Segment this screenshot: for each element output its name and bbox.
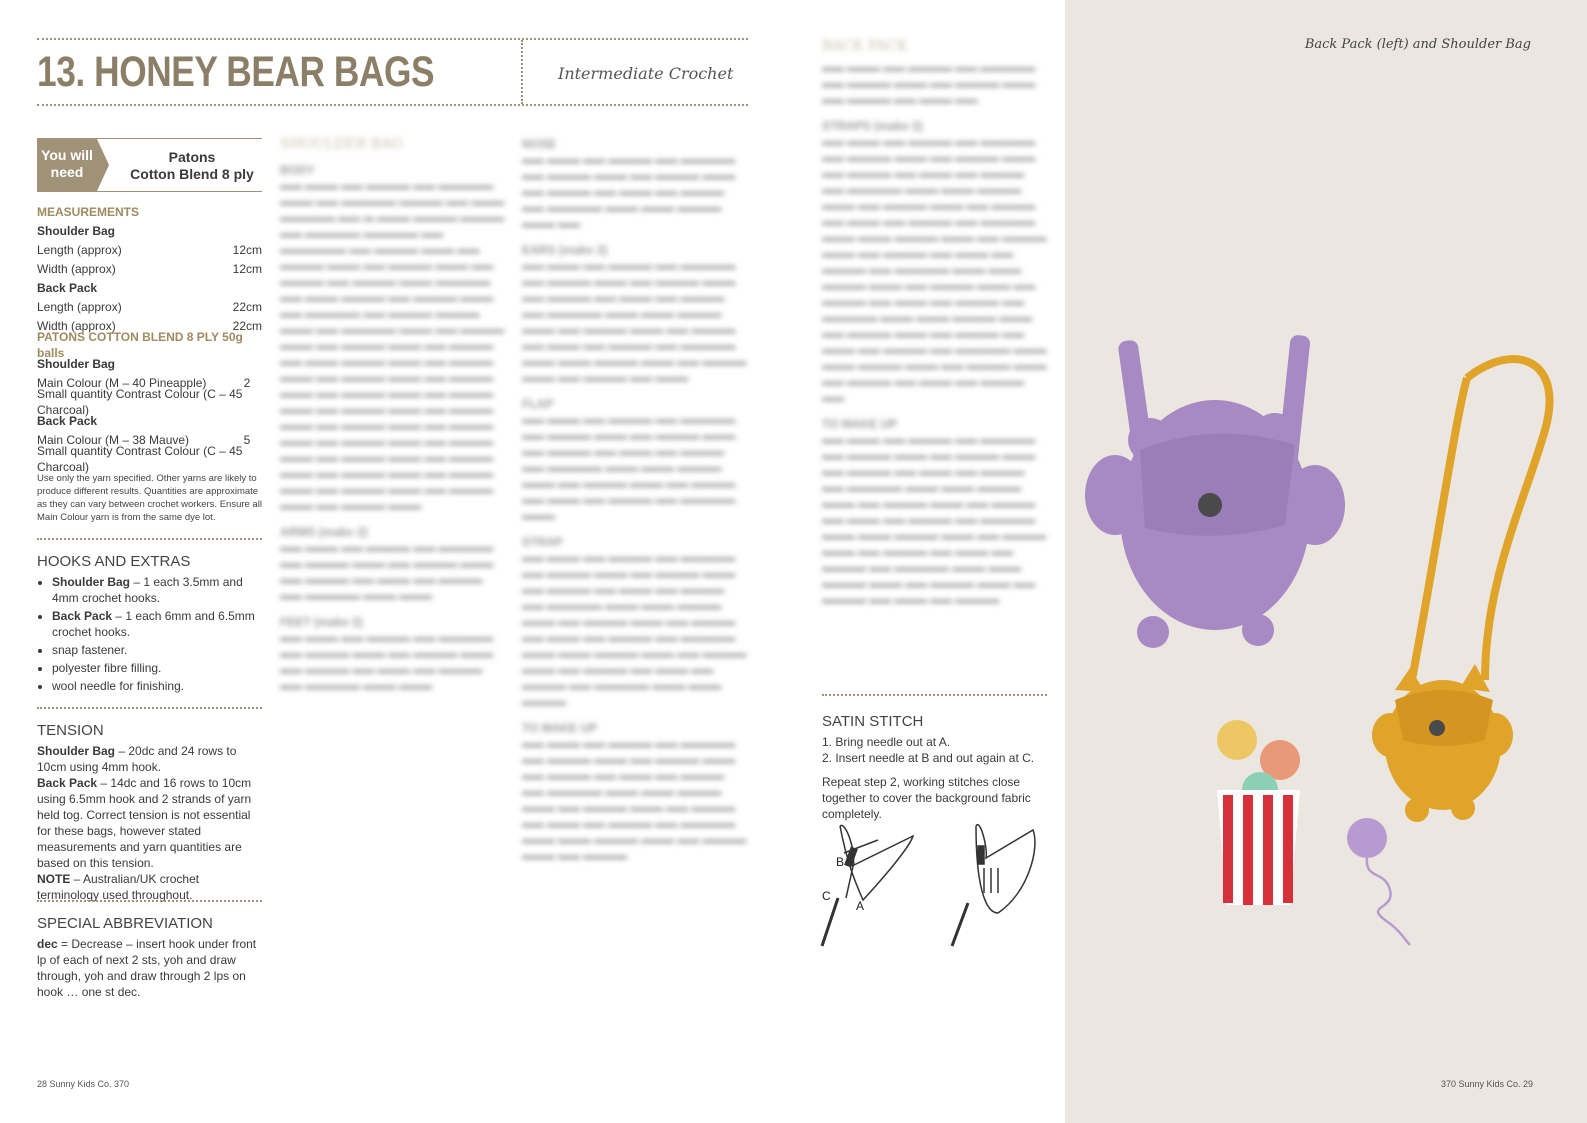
tension-shoulder: Shoulder Bag – 20dc and 24 rows to 10cm using 4mm hook.: [37, 744, 237, 774]
brand-product: Cotton Blend 8 ply: [130, 166, 254, 182]
backpack-nose: [1198, 493, 1222, 517]
measure-value: 22cm: [232, 299, 262, 314]
measure-row: [37, 240, 262, 259]
label-b: B: [836, 855, 845, 869]
divider: [822, 694, 1047, 696]
abbreviation-heading: SPECIAL ABBREVIATION: [37, 915, 213, 932]
measure-value: 12cm: [232, 261, 262, 276]
backpack-flap: [1140, 434, 1295, 536]
hooks-item: • Back Pack – 1 each 6mm and 6.5mm crochet hooks.: [52, 608, 262, 640]
yarn-heading: PATONS COTTON BLEND 8 PLY 50g balls: [37, 329, 243, 360]
section-heading: SHOULDER BAG: [280, 136, 403, 152]
badge-arrow: [97, 139, 109, 191]
yarn-main: Main Colour (M – 38 Mauve): [37, 432, 190, 447]
measure-name: Length (approx): [37, 242, 122, 257]
instruction-text: ▬▬ ▬▬▬ ▬▬ ▬▬▬▬ ▬▬ ▬▬▬▬▬ ▬▬ ▬▬▬▬ ▬▬▬ ▬▬ ▬▬▬▬ ▬▬▬ ▬▬ ▬▬▬▬ ▬▬ ▬▬▬ ▬▬: [822, 62, 1036, 106]
yarn-main: Main Colour (M – 40 Pineapple): [37, 375, 207, 390]
needle-shaft-2: [952, 903, 968, 946]
photo-caption: Back Pack (left) and Shoulder Bag: [1304, 37, 1531, 52]
brand-name: Patons: [168, 149, 216, 165]
hooks-item: • Shoulder Bag – 1 each 3.5mm and 4mm crochet hooks.: [52, 574, 262, 606]
subsection-heading: FLAP: [522, 397, 554, 411]
leaf-outline-2: [976, 825, 1035, 913]
header-divider: [521, 40, 523, 104]
diagram-step-2: [952, 825, 1035, 946]
hooks-item: • polyester fibre filling.: [52, 660, 262, 676]
hooks-item: • snap fastener.: [52, 642, 262, 658]
instruction-text: ▬▬ ▬▬▬ ▬▬ ▬▬▬▬ ▬▬ ▬▬▬▬▬ ▬▬ ▬▬▬▬ ▬▬▬ ▬▬ ▬▬▬▬ ▬▬▬ ▬▬ ▬▬▬▬ ▬▬ ▬▬▬ ▬▬ ▬▬▬▬ ▬▬ ▬▬▬▬▬ ▬▬▬ ▬▬▬ ▬▬▬▬ ▬▬▬ ▬▬ ▬▬▬▬ ▬▬▬ ▬▬ ▬▬▬▬ ▬▬ ▬▬▬ ▬▬ ▬▬▬▬ ▬▬ ▬▬▬▬▬ ▬▬▬ ▬▬▬ ▬▬▬▬ ▬▬▬ ▬▬ ▬▬▬▬ ▬▬▬ ▬▬ ▬▬▬▬ ▬▬ ▬▬▬: [522, 260, 747, 384]
measure-row: [37, 259, 262, 278]
backpack-foot-right: [1242, 614, 1274, 646]
tension-section: [37, 723, 262, 903]
subsection-heading: STRAP: [522, 535, 563, 549]
yarn-contrast: Small quantity Contrast Colour (C – 45 Charcoal): [37, 443, 243, 474]
section-heading: BACK PACK: [822, 38, 908, 54]
satin-stitch-diagram: [818, 818, 1053, 953]
instruction-text: ▬▬ ▬▬▬ ▬▬ ▬▬▬▬ ▬▬ ▬▬▬▬▬ ▬▬ ▬▬▬▬ ▬▬▬ ▬▬ ▬▬▬▬ ▬▬▬ ▬▬ ▬▬▬▬ ▬▬ ▬▬▬ ▬▬ ▬▬▬▬ ▬▬ ▬▬▬▬▬ ▬▬▬ ▬▬▬ ▬▬▬▬ ▬▬▬ ▬▬ ▬▬▬▬ ▬▬▬ ▬▬ ▬▬▬▬ ▬▬ ▬▬▬ ▬▬ ▬▬▬▬ ▬▬ ▬▬▬▬▬ ▬▬▬ ▬▬▬ ▬▬▬▬ ▬▬▬ ▬▬ ▬▬▬▬ ▬▬▬ ▬▬ ▬▬▬▬ ▬▬ ▬▬▬ ▬▬ ▬▬▬▬ ▬▬ ▬▬▬▬▬ ▬▬▬ ▬▬▬ ▬▬▬▬: [522, 552, 747, 708]
subsection-heading: FEET (make 2): [280, 615, 363, 629]
back-pack-instructions: [822, 38, 1047, 608]
measurements-heading: MEASUREMENTS: [37, 204, 140, 219]
instruction-text: ▬▬ ▬▬▬ ▬▬ ▬▬▬▬ ▬▬ ▬▬▬▬▬ ▬▬ ▬▬▬▬ ▬▬▬ ▬▬ ▬▬▬▬ ▬▬▬ ▬▬ ▬▬▬▬ ▬▬ ▬▬▬ ▬▬ ▬▬▬▬ ▬▬ ▬▬▬▬▬ ▬▬▬ ▬▬▬ ▬▬▬▬ ▬▬▬ ▬▬ ▬▬▬▬ ▬▬▬ ▬▬ ▬▬▬▬ ▬▬ ▬▬▬ ▬▬ ▬▬▬▬ ▬▬ ▬▬▬▬▬ ▬▬▬: [522, 414, 736, 522]
skill-level: Intermediate Crochet: [558, 64, 734, 83]
measure-backpack-label: Back Pack: [37, 280, 98, 295]
subsection-heading: EARS (make 2): [522, 243, 608, 257]
measure-shoulder-label: Shoulder Bag: [37, 223, 116, 238]
measure-value: 12cm: [232, 242, 262, 257]
shoulder-strap-2: [1410, 378, 1467, 690]
subsection-heading: ARMS (make 2): [280, 525, 368, 539]
satin-stitch-section: [822, 714, 1047, 822]
materials-column: [37, 202, 262, 524]
backpack-foot-left: [1137, 616, 1169, 648]
hooks-list: [37, 574, 262, 694]
header-bottom-rule: [37, 104, 748, 106]
footer-right: 370 Sunny Kids Co. 29: [1440, 1079, 1533, 1089]
label-c: C: [822, 889, 831, 903]
yarn-contrast: Small quantity Contrast Colour (C – 45 Charcoal): [37, 386, 243, 417]
popcorn-box: [1217, 790, 1300, 905]
yarn-brand: [122, 149, 262, 183]
shoulder-strap: [1467, 359, 1550, 680]
yarn-backpack-label: Back Pack: [37, 413, 98, 428]
photo-illustration: [1065, 0, 1587, 1123]
yarn-ball-yellow: [1217, 720, 1257, 760]
satin-stitch-heading: SATIN STITCH: [822, 713, 924, 730]
hooks-item: • wool needle for finishing.: [52, 678, 262, 694]
abbreviation-text: dec = Decrease – insert hook under front lp of each of next 2 sts, yoh and draw through, yoh and draw through 2 lps on hook … one st dec.: [37, 937, 257, 999]
instruction-text: ▬▬ ▬▬▬ ▬▬ ▬▬▬▬ ▬▬ ▬▬▬▬▬ ▬▬ ▬▬▬▬ ▬▬▬ ▬▬ ▬▬▬▬ ▬▬▬ ▬▬ ▬▬▬▬ ▬▬ ▬▬▬ ▬▬ ▬▬▬▬ ▬▬ ▬▬▬▬▬ ▬▬▬ ▬▬▬ ▬▬▬▬ ▬▬▬ ▬▬: [522, 154, 736, 230]
abbreviation-section: [37, 916, 262, 1000]
yarn-qty: 5: [243, 432, 251, 447]
page-title: 13. HONEY BEAR BAGS: [37, 48, 435, 96]
shoulder-bag-instructions: [280, 136, 505, 694]
footer-left: 28 Sunny Kids Co. 370: [37, 1079, 130, 1089]
yarn-note: Use only the yarn specified. Other yarns are likely to produce different results. Quantities are approximate as they can vary between crochet workers. Ensure all Main Colour yarn is from the same dye lot.: [37, 473, 262, 523]
instruction-text: ▬▬ ▬▬▬ ▬▬ ▬▬▬▬ ▬▬ ▬▬▬▬▬ ▬▬▬ ▬▬ ▬▬▬▬▬ ▬▬▬▬ ▬▬ ▬▬▬ ▬▬▬▬▬ ▬▬ ▬ ▬▬▬ ▬▬▬▬ ▬▬▬▬ ▬▬ ▬▬▬▬▬ ▬▬▬▬▬ ▬▬ ▬▬▬▬▬▬ ▬▬ ▬▬▬▬ ▬▬▬ ▬▬ ▬▬▬▬ ▬▬▬ ▬▬ ▬▬▬▬ ▬▬▬ ▬▬ ▬▬▬▬ ▬▬ ▬▬▬▬ ▬▬▬ ▬▬▬▬▬ ▬▬ ▬▬▬ ▬▬▬▬ ▬▬ ▬▬▬▬ ▬▬▬ ▬▬ ▬▬▬▬▬ ▬▬ ▬▬▬▬ ▬▬▬▬ ▬▬▬ ▬▬ ▬▬▬▬▬ ▬▬▬ ▬▬ ▬▬▬▬ ▬▬▬ ▬▬ ▬▬▬▬ ▬▬▬ ▬▬ ▬▬▬▬ ▬▬ ▬▬▬ ▬▬▬▬ ▬▬▬ ▬▬ ▬▬▬▬ ▬▬▬ ▬▬ ▬▬▬▬ ▬▬▬ ▬▬ ▬▬▬▬ ▬▬▬ ▬▬ ▬▬▬▬ ▬▬▬ ▬▬ ▬▬▬▬ ▬▬▬ ▬▬ ▬▬▬▬ ▬▬▬ ▬▬ ▬▬▬▬ ▬▬▬ ▬▬ ▬▬▬▬ ▬▬▬ ▬▬ ▬▬▬▬ ▬▬▬ ▬▬ ▬▬▬▬ ▬▬▬ ▬▬ ▬▬▬▬ ▬▬▬ ▬▬ ▬▬▬▬ ▬▬▬ ▬▬ ▬▬▬▬ ▬▬▬ ▬▬ ▬▬▬▬ ▬▬▬ ▬▬ ▬▬▬▬ ▬▬▬ ▬▬ ▬▬▬▬ ▬▬▬ ▬▬ ▬▬▬▬ ▬▬▬ ▬▬ ▬▬▬▬ ▬▬▬: [280, 180, 505, 512]
header-top-rule: [37, 38, 748, 40]
instruction-text: ▬▬ ▬▬▬ ▬▬ ▬▬▬▬ ▬▬ ▬▬▬▬▬ ▬▬ ▬▬▬▬ ▬▬▬ ▬▬ ▬▬▬▬ ▬▬▬ ▬▬ ▬▬▬▬ ▬▬ ▬▬▬ ▬▬ ▬▬▬▬ ▬▬ ▬▬▬▬▬ ▬▬▬ ▬▬▬: [280, 632, 494, 692]
divider: [37, 900, 262, 902]
hooks-section: [37, 554, 262, 696]
yarn-qty: 2: [243, 375, 251, 390]
subsection-heading: NOSE: [522, 137, 557, 151]
measure-value: 22cm: [232, 318, 262, 333]
yarn-shoulder-label: Shoulder Bag: [37, 356, 116, 371]
satin-step: 2. Insert needle at B and out again at C.: [822, 751, 1035, 765]
measure-name: Length (approx): [37, 299, 122, 314]
yarn-ball-purple: [1347, 818, 1387, 858]
measure-row: [37, 297, 262, 316]
shoulder-nose: [1429, 720, 1445, 736]
tension-heading: TENSION: [37, 722, 104, 739]
hooks-heading: HOOKS AND EXTRAS: [37, 553, 191, 570]
yarn-tail: [1367, 858, 1410, 945]
subsection-heading: STRAPS (make 2): [822, 119, 923, 133]
label-a: A: [856, 899, 865, 913]
shoulder-bag-instructions-cont: [522, 136, 747, 864]
needle-eye-2: [978, 846, 984, 864]
instruction-text: ▬▬ ▬▬▬ ▬▬ ▬▬▬▬ ▬▬ ▬▬▬▬▬ ▬▬ ▬▬▬▬ ▬▬▬ ▬▬ ▬▬▬▬ ▬▬▬ ▬▬ ▬▬▬▬ ▬▬ ▬▬▬ ▬▬ ▬▬▬▬ ▬▬ ▬▬▬▬▬ ▬▬▬ ▬▬▬ ▬▬▬▬ ▬▬▬ ▬▬ ▬▬▬▬ ▬▬▬ ▬▬ ▬▬▬▬ ▬▬ ▬▬▬ ▬▬ ▬▬▬▬ ▬▬ ▬▬▬▬▬ ▬▬▬ ▬▬▬ ▬▬▬▬ ▬▬▬ ▬▬ ▬▬▬▬ ▬▬▬ ▬▬ ▬▬▬▬ ▬▬ ▬▬▬ ▬▬ ▬▬▬▬ ▬▬ ▬▬▬▬▬ ▬▬▬ ▬▬▬ ▬▬▬▬ ▬▬▬ ▬▬ ▬▬▬▬ ▬▬▬ ▬▬ ▬▬▬▬ ▬▬ ▬▬▬ ▬▬ ▬▬▬▬: [822, 434, 1047, 606]
you-will-need-banner: [37, 138, 262, 192]
instruction-text: ▬▬ ▬▬▬ ▬▬ ▬▬▬▬ ▬▬ ▬▬▬▬▬ ▬▬ ▬▬▬▬ ▬▬▬ ▬▬ ▬▬▬▬ ▬▬▬ ▬▬ ▬▬▬▬ ▬▬ ▬▬▬ ▬▬ ▬▬▬▬ ▬▬ ▬▬▬▬▬ ▬▬▬ ▬▬▬ ▬▬▬▬ ▬▬▬ ▬▬ ▬▬▬▬ ▬▬▬ ▬▬ ▬▬▬▬ ▬▬ ▬▬▬ ▬▬ ▬▬▬▬ ▬▬ ▬▬▬▬▬ ▬▬▬ ▬▬▬ ▬▬▬▬ ▬▬▬ ▬▬ ▬▬▬▬ ▬▬▬ ▬▬ ▬▬▬▬ ▬▬ ▬▬▬ ▬▬ ▬▬▬▬ ▬▬ ▬▬▬▬▬ ▬▬▬ ▬▬▬ ▬▬▬▬ ▬▬▬ ▬▬ ▬▬▬▬ ▬▬▬ ▬▬ ▬▬▬▬ ▬▬ ▬▬▬ ▬▬ ▬▬▬▬ ▬▬ ▬▬▬▬▬ ▬▬▬ ▬▬▬ ▬▬▬▬ ▬▬▬ ▬▬ ▬▬▬▬ ▬▬▬ ▬▬ ▬▬▬▬ ▬▬ ▬▬▬ ▬▬ ▬▬▬▬ ▬▬ ▬▬▬▬▬ ▬▬▬ ▬▬▬ ▬▬▬▬ ▬▬▬ ▬▬ ▬▬▬▬ ▬▬▬ ▬▬ ▬▬▬▬ ▬▬ ▬▬▬ ▬▬ ▬▬▬▬ ▬▬: [822, 136, 1047, 404]
product-photo: [1065, 0, 1587, 1123]
instruction-text: ▬▬ ▬▬▬ ▬▬ ▬▬▬▬ ▬▬ ▬▬▬▬▬ ▬▬ ▬▬▬▬ ▬▬▬ ▬▬ ▬▬▬▬ ▬▬▬ ▬▬ ▬▬▬▬ ▬▬ ▬▬▬ ▬▬ ▬▬▬▬ ▬▬ ▬▬▬▬▬ ▬▬▬ ▬▬▬: [280, 542, 494, 602]
diagram-step-1: [822, 825, 913, 946]
divider: [37, 538, 262, 540]
subsection-heading: TO MAKE UP: [522, 721, 598, 735]
instruction-text: ▬▬ ▬▬▬ ▬▬ ▬▬▬▬ ▬▬ ▬▬▬▬▬ ▬▬ ▬▬▬▬ ▬▬▬ ▬▬ ▬▬▬▬ ▬▬▬ ▬▬ ▬▬▬▬ ▬▬ ▬▬▬ ▬▬ ▬▬▬▬ ▬▬ ▬▬▬▬▬ ▬▬▬ ▬▬▬ ▬▬▬▬ ▬▬▬ ▬▬ ▬▬▬▬ ▬▬▬ ▬▬ ▬▬▬▬ ▬▬ ▬▬▬ ▬▬ ▬▬▬▬ ▬▬ ▬▬▬▬▬ ▬▬▬ ▬▬▬ ▬▬▬▬ ▬▬▬ ▬▬ ▬▬▬▬ ▬▬▬ ▬▬ ▬▬▬▬: [522, 738, 747, 862]
tension-backpack: Back Pack – 14dc and 16 rows to 10cm using 6.5mm hook and 2 strands of yarn held tog. Correct tension is not essential for these bags, however stated measurements and yarn quantities are based on this tension.: [37, 776, 252, 870]
tension-note: NOTE – Australian/UK crochet terminology used throughout.: [37, 872, 200, 902]
needle-shaft: [822, 898, 838, 946]
shoulder-bear: [1372, 664, 1513, 822]
backpack-bear: [1085, 334, 1345, 648]
measure-name: Width (approx): [37, 318, 116, 333]
satin-step: 1. Bring needle out at A.: [822, 735, 951, 749]
subsection-heading: TO MAKE UP: [822, 417, 898, 431]
measure-name: Width (approx): [37, 261, 116, 276]
subsection-heading: BODY: [280, 163, 315, 177]
you-will-need-badge: You will need: [37, 139, 97, 191]
satin-repeat: Repeat step 2, working stitches close together to cover the background fabric completely.: [822, 775, 1031, 821]
divider: [37, 707, 262, 709]
